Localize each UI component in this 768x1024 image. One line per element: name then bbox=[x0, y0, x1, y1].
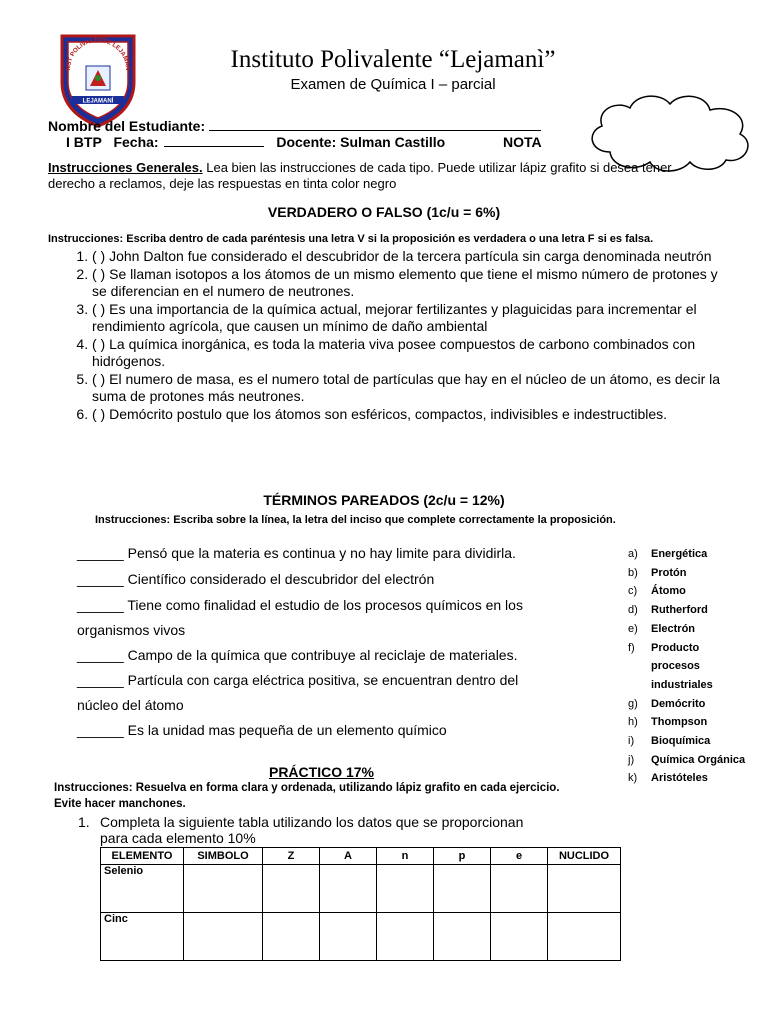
tp-line: ______ Campo de la química que contribuye al reciclaje de materiales. bbox=[77, 647, 518, 663]
logo-ring-text: NST POLIVALENTE LEJAMAN bbox=[64, 36, 132, 71]
practico-title: PRÁCTICO 17% bbox=[268, 764, 375, 780]
vf-item: 6. ( ) Demócrito postulo que los átomos son esféricos, compactos, indivisibles e indestructibles. bbox=[92, 406, 732, 424]
tp-line: organismos vivos bbox=[77, 622, 186, 638]
table-header: n bbox=[377, 848, 434, 865]
vf-item: 1. ( ) John Dalton fue considerado el descubridor de la tercera partícula sin carga denominada neutrón bbox=[92, 248, 732, 266]
date-label: Fecha: bbox=[113, 134, 159, 150]
vf-list bbox=[48, 248, 732, 423]
student-name-line[interactable] bbox=[209, 118, 541, 131]
tp-line: núcleo del átomo bbox=[77, 697, 184, 713]
tp-option: b) Protón bbox=[628, 566, 687, 579]
logo-banner-text: LEJAMANÍ bbox=[82, 98, 114, 105]
table-row bbox=[101, 913, 621, 961]
grade-label: I BTP bbox=[66, 134, 102, 150]
student-name-row bbox=[48, 118, 541, 134]
tp-option: j) Química Orgánica bbox=[628, 753, 746, 766]
vf-item: 3. ( ) Es una importancia de la química actual, mejorar fertilizantes y plaguicidas para incrementar el rendimiento agrícola, que causen un mínimo de daño ambiental bbox=[92, 301, 732, 336]
table-row bbox=[101, 865, 621, 913]
exam-title: Examen de Química I – parcial bbox=[290, 76, 496, 93]
tp-line: ______ Es la unidad mas pequeña de un elemento químico bbox=[77, 722, 447, 738]
tp-option: f) Producto procesos industriales bbox=[628, 641, 713, 691]
practico-instructions: Instrucciones: Resuelva en forma clara y ordenada, utilizando lápiz grafito en cada ejercicio. Evite hacer manchones. bbox=[54, 782, 560, 810]
vf-item: 5. ( ) El numero de masa, es el numero total de partículas que hay en el núcleo de un átomo, es decir la suma de protones más neutrones. bbox=[92, 371, 732, 406]
student-name-label: Nombre del Estudiante: bbox=[48, 118, 206, 134]
table-header: p bbox=[434, 848, 491, 865]
table-header: NUCLIDO bbox=[548, 848, 621, 865]
teacher-label: Docente: Sulman Castillo bbox=[276, 134, 446, 150]
table-header: e bbox=[491, 848, 548, 865]
table-header: A bbox=[320, 848, 377, 865]
nota-label: NOTA bbox=[502, 134, 542, 150]
date-line[interactable] bbox=[164, 134, 264, 147]
tp-option: h) Thompson bbox=[628, 716, 708, 729]
tp-option: k) Aristóteles bbox=[628, 772, 708, 785]
table-header: Z bbox=[263, 848, 320, 865]
table-header-row bbox=[101, 848, 621, 865]
tp-instructions: Instrucciones: Escriba sobre la línea, la letra del inciso que complete correctamente la proposición. bbox=[95, 514, 616, 526]
tp-options bbox=[628, 545, 748, 788]
element-name-cell: Cinc bbox=[101, 913, 184, 961]
general-instructions: Instrucciones Generales. Lea bien las instrucciones de cada tipo. Puede utilizar lápiz grafito si desea tener derecho a reclamos, deje las respuestas en tinta color negro bbox=[48, 160, 672, 191]
student-info-row bbox=[66, 134, 542, 150]
tp-option: d) Rutherford bbox=[628, 604, 708, 617]
tp-line: ______ Tiene como finalidad el estudio de los procesos químicos en los bbox=[77, 597, 523, 613]
element-name-cell: Selenio bbox=[101, 865, 184, 913]
school-name: Instituto Polivalente “Lejamanì” bbox=[230, 46, 556, 73]
tp-line: ______ Científico considerado el descubridor del electrón bbox=[77, 571, 435, 587]
tp-line: ______ Partícula con carga eléctrica positiva, se encuentran dentro del bbox=[77, 672, 519, 688]
vf-item: 4. ( ) La química inorgánica, es toda la materia viva posee compuestos de carbono combinados con hidrógenos. bbox=[92, 336, 732, 371]
vf-title: VERDADERO O FALSO (1c/u = 6%) bbox=[267, 204, 501, 220]
tp-option: c) Átomo bbox=[628, 585, 686, 598]
tp-line: ______ Pensó que la materia es continua y no hay limite para dividirla. bbox=[77, 545, 516, 561]
element-table bbox=[100, 847, 621, 961]
vf-instructions: Instrucciones: Escriba dentro de cada paréntesis una letra V si la proposición es verdadera o una letra F si es falsa. bbox=[48, 233, 654, 245]
tp-option: g) Demócrito bbox=[628, 697, 706, 710]
tp-title: TÉRMINOS PAREADOS (2c/u = 12%) bbox=[263, 492, 505, 508]
table-header: ELEMENTO bbox=[101, 848, 184, 865]
tp-option: i) Bioquímica bbox=[628, 735, 711, 748]
tp-option: e) Electrón bbox=[628, 622, 696, 635]
tp-option: a) Energética bbox=[628, 548, 708, 560]
practico-item: 1. Completa la siguiente tabla utilizando los datos que se proporcionan para cada elemento 10% bbox=[78, 814, 524, 846]
table-header: SIMBOLO bbox=[184, 848, 263, 865]
vf-item: 2. ( ) Se llaman isotopos a los átomos de un mismo elemento que tiene el mismo número de protones y se diferencian en el numero de neutrones. bbox=[92, 266, 732, 301]
